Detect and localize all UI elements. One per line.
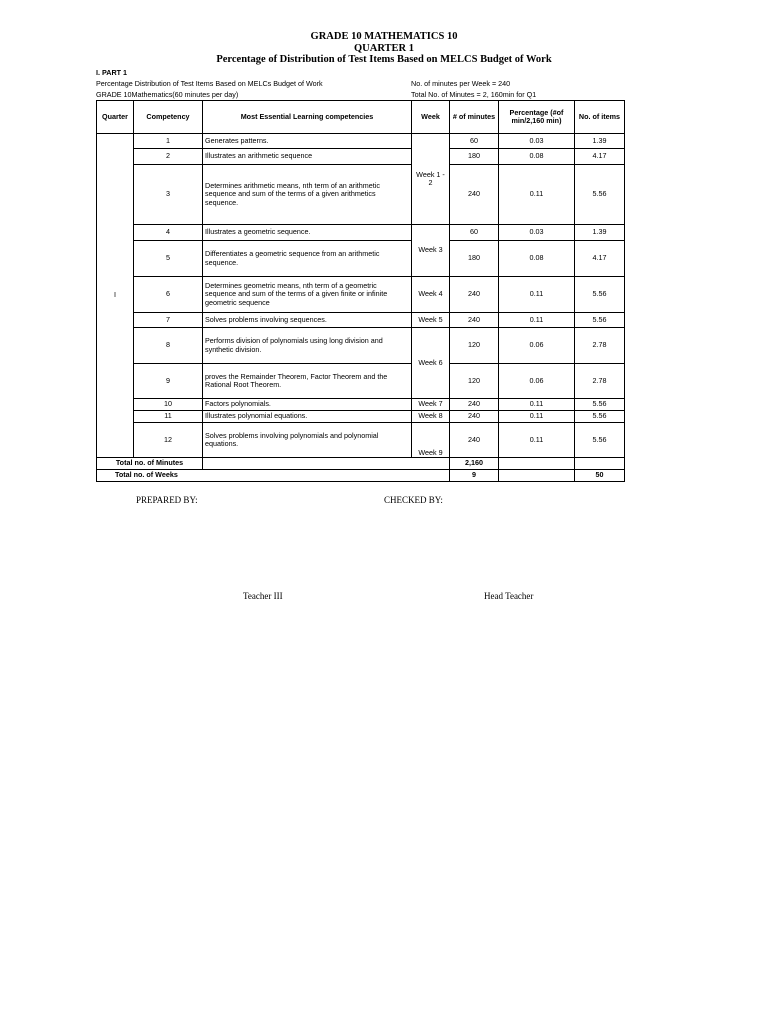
percentage-cell: 0.06 [499, 364, 575, 399]
competency-cell: 9 [134, 364, 203, 399]
minutes-cell: 240 [450, 399, 499, 411]
melc-cell: Solves problems involving sequences. [203, 313, 412, 328]
percentage-cell: 0.06 [499, 328, 575, 364]
minutes-cell: 180 [450, 149, 499, 165]
week-cell: Week 5 [412, 313, 450, 328]
melc-cell: Illustrates an arithmetic sequence [203, 149, 412, 165]
minutes-cell: 240 [450, 411, 499, 423]
week-cell: Week 8 [412, 411, 450, 423]
melc-cell: Illustrates polynomial equations. [203, 411, 412, 423]
minutes-cell: 240 [450, 165, 499, 225]
items-cell: 2.78 [575, 328, 625, 364]
percentage-cell: 0.11 [499, 313, 575, 328]
table-row [97, 423, 625, 458]
items-cell: 1.39 [575, 134, 625, 149]
total-minutes-text: Total No. of Minutes = 2, 160min for Q1 [411, 90, 537, 99]
items-cell: 1.39 [575, 225, 625, 241]
minutes-cell: 60 [450, 225, 499, 241]
total-minutes-value: 2,160 [450, 458, 499, 470]
description-text: Percentage Distribution of Test Items Based on MELCs Budget of Work [96, 79, 323, 88]
competency-cell: 8 [134, 328, 203, 364]
percentage-cell: 0.08 [499, 241, 575, 277]
melc-cell: Determines geometric means, nth term of a geometric sequence and sum of the terms of a given finite or infinite geometric sequence [203, 277, 412, 313]
table-row [97, 277, 625, 313]
header-minutes: # of minutes [450, 101, 499, 134]
header-competency: Competency [134, 101, 203, 134]
total-weeks-row [97, 470, 625, 482]
melc-cell: Generates patterns. [203, 134, 412, 149]
total-minutes-row [97, 458, 625, 470]
competency-cell: 11 [134, 411, 203, 423]
header-quarter: Quarter [97, 101, 134, 134]
grade-text: GRADE 10Mathematics(60 minutes per day) [96, 90, 239, 99]
percentage-cell: 0.11 [499, 277, 575, 313]
doc-title-line1: GRADE 10 MATHEMATICS 10 [310, 31, 458, 42]
prepared-by-label: PREPARED BY: [136, 495, 198, 505]
competency-cell: 2 [134, 149, 203, 165]
week-cell: Week 6 [412, 328, 450, 399]
competency-cell: 10 [134, 399, 203, 411]
percentage-cell: 0.11 [499, 399, 575, 411]
competency-cell: 12 [134, 423, 203, 458]
week-cell: Week 1 - 2 [412, 134, 450, 225]
competency-cell: 1 [134, 134, 203, 149]
items-cell: 5.56 [575, 399, 625, 411]
items-cell: 5.56 [575, 313, 625, 328]
items-cell: 5.56 [575, 165, 625, 225]
minutes-cell: 120 [450, 364, 499, 399]
items-cell: 5.56 [575, 277, 625, 313]
week-cell: Week 9 [412, 423, 450, 458]
competency-cell: 4 [134, 225, 203, 241]
percentage-cell: 0.11 [499, 411, 575, 423]
week-cell: Week 7 [412, 399, 450, 411]
percentage-cell: 0.11 [499, 165, 575, 225]
melc-cell: Determines arithmetic means, nth term of an arithmetic sequence and sum of the terms of a given arithmetics sequence. [203, 165, 412, 225]
checked-title: Head Teacher [484, 591, 534, 601]
melc-cell: Performs division of polynomials using long division and synthetic division. [203, 328, 412, 364]
competency-cell: 6 [134, 277, 203, 313]
competency-cell: 5 [134, 241, 203, 277]
total-minutes-label: Total no. of Minutes [97, 458, 203, 470]
melc-cell: Solves problems involving polynomials and polynomial equations. [203, 423, 412, 458]
items-cell: 4.17 [575, 241, 625, 277]
table-row [97, 225, 625, 241]
melc-cell: proves the Remainder Theorem, Factor Theorem and the Rational Root Theorem. [203, 364, 412, 399]
header-percentage: Percentage (#of min/2,160 min) [499, 101, 575, 134]
week-cell: Week 3 [412, 225, 450, 277]
minutes-cell: 240 [450, 423, 499, 458]
minutes-per-week-text: No. of minutes per Week = 240 [411, 79, 511, 88]
items-cell: 5.56 [575, 411, 625, 423]
competency-cell: 3 [134, 165, 203, 225]
total-items-value: 50 [575, 470, 625, 482]
table-header-row [97, 101, 625, 134]
table-row [97, 149, 625, 165]
minutes-cell: 180 [450, 241, 499, 277]
budget-table [96, 100, 625, 482]
minutes-cell: 60 [450, 134, 499, 149]
percentage-cell: 0.08 [499, 149, 575, 165]
table-row [97, 364, 625, 399]
minutes-cell: 240 [450, 313, 499, 328]
minutes-cell: 120 [450, 328, 499, 364]
header-items: No. of items [575, 101, 625, 134]
percentage-cell: 0.03 [499, 134, 575, 149]
competency-cell: 7 [134, 313, 203, 328]
quarter-cell: I [97, 134, 134, 458]
items-cell: 2.78 [575, 364, 625, 399]
week-cell: Week 4 [412, 277, 450, 313]
items-cell: 4.17 [575, 149, 625, 165]
header-week: Week [412, 101, 450, 134]
minutes-cell: 240 [450, 277, 499, 313]
prepared-title: Teacher III [243, 591, 283, 601]
melc-cell: Differentiates a geometric sequence from an arithmetic sequence. [203, 241, 412, 277]
melc-cell: Illustrates a geometric sequence. [203, 225, 412, 241]
table-row [97, 241, 625, 277]
melc-cell: Factors polynomials. [203, 399, 412, 411]
items-cell: 5.56 [575, 423, 625, 458]
total-weeks-value: 9 [450, 470, 499, 482]
doc-title-line3: Percentage of Distribution of Test Items Based on MELCS Budget of Work [216, 54, 552, 65]
total-weeks-label: Total no. of Weeks [97, 470, 450, 482]
table-row [97, 165, 625, 225]
table-row [97, 134, 625, 149]
doc-title-line2: QUARTER 1 [353, 43, 414, 54]
header-melc: Most Essential Learning competencies [203, 101, 412, 134]
percentage-cell: 0.11 [499, 423, 575, 458]
table-row [97, 411, 625, 423]
percentage-cell: 0.03 [499, 225, 575, 241]
checked-by-label: CHECKED BY: [384, 495, 443, 505]
part-label: I. PART 1 [96, 68, 128, 77]
table-row [97, 328, 625, 364]
table-row [97, 399, 625, 411]
table-row [97, 313, 625, 328]
